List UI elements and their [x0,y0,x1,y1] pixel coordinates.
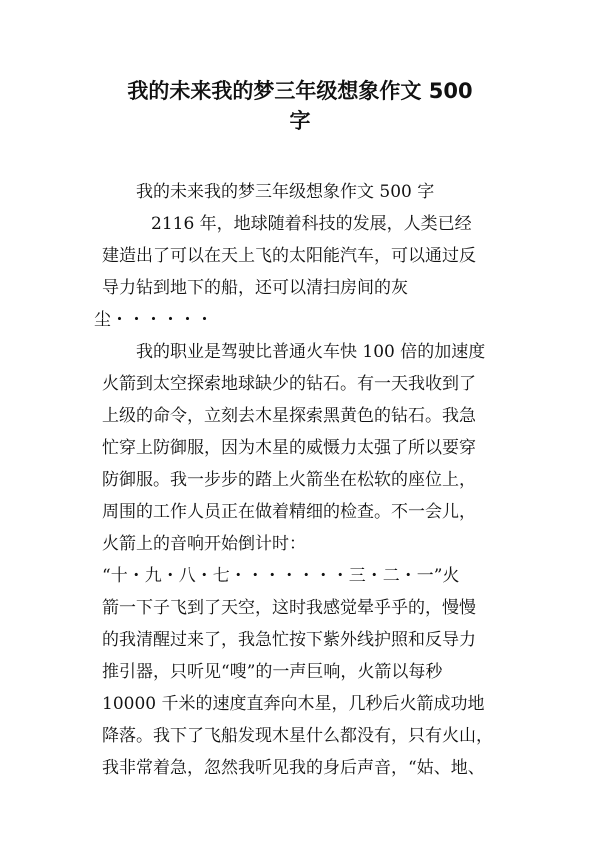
text-line: 我的职业是驾驶比普通火车快 100 倍的加速度 [136,342,486,362]
text-line: 降落。我下了飞船发现木星什么都没有，只有火山， [102,726,493,746]
text-line: 10000 千米的速度直奔向木星，几秒后火箭成功地 [102,694,485,714]
text-line: 箭一下子飞到了天空，这时我感觉晕乎乎的，慢慢 [102,598,476,618]
text-line: 上级的命令，立刻去木星探索黑黄色的钻石。我急 [102,406,476,426]
text-line: 防御服。我一步步的踏上火箭坐在松软的座位上， [102,470,476,490]
title-line-2: 字 [289,109,311,133]
text-line: 我非常着急，忽然我听见我的身后声音，“姑、地、 [102,758,485,778]
text-line: “十・九・八・七・・・・・・・三・二・一”火 [102,566,460,586]
text-line: 火箭上的音响开始倒计时： [102,534,306,554]
text-line: 2116 年，地球随着科技的发展，人类已经 [151,214,472,234]
text-line-subtitle: 我的未来我的梦三年级想象作文 500 字 [136,182,435,202]
text-line: 导力钻到地下的船，还可以清扫房间的灰 [102,278,408,298]
text-line: 火箭到太空探索地球缺少的钻石。有一天我收到了 [102,374,476,394]
text-line: 推引器，只听见“嗖”的一声巨响，火箭以每秒 [102,662,443,682]
text-line: 周围的工作人员正在做着精细的检查。不一会儿， [102,502,476,522]
text-line: 建造出了可以在天上飞的太阳能汽车，可以通过反 [102,246,476,266]
text-line: 尘・・・・・・ [94,310,213,330]
text-line: 的我清醒过来了，我急忙按下紫外线护照和反导力 [102,630,476,650]
document-title [100,76,500,136]
text-line: 忙穿上防御服，因为木星的威慑力太强了所以要穿 [102,438,476,458]
title-line-1: 我的未来我的梦三年级想象作文 500 [127,79,473,103]
